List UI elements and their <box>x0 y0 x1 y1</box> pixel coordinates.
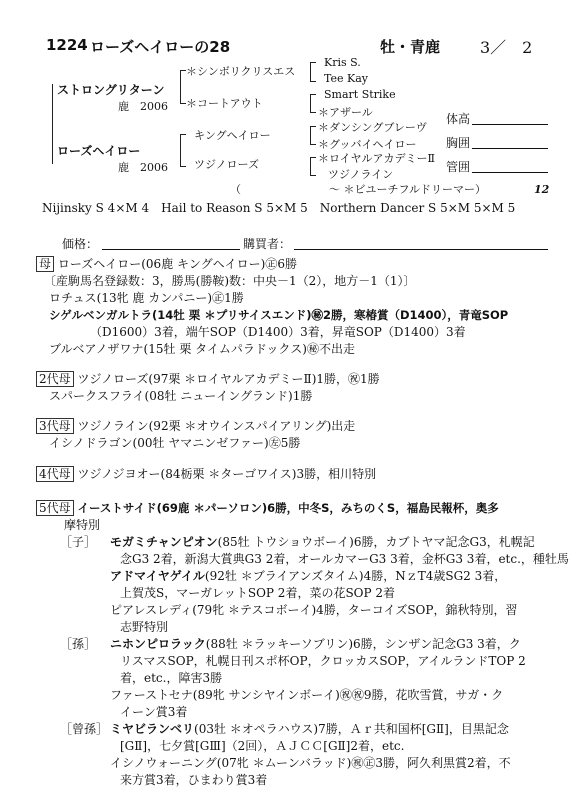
price-label: 価格： <box>62 237 99 251</box>
cannon-blank <box>472 172 548 173</box>
brace-dam <box>180 134 186 167</box>
descendant-entry <box>36 602 556 619</box>
ss-sire: Kris S. <box>324 56 361 69</box>
descendant-record-cont: リスマスSOP，札幌日刊スポ杯OP，クロッカスSOP，アイルランドTOP 2 <box>120 654 526 668</box>
descendant-record-cont: 上賀茂S，マーガレットSOP 2着，菜の花SOP 2着 <box>120 586 396 600</box>
sd-sire: Smart Strike <box>324 88 396 101</box>
g5-groups <box>36 534 569 789</box>
descendant-entry <box>36 721 556 738</box>
descendant-record: (92牡 ＊ブライアンズタイム)4勝，NｚT4歳SG2 3着， <box>204 569 507 583</box>
dam-line-2: ロチュス(13牝 鹿 カンパニー)㊣1勝 <box>49 291 244 305</box>
girth-label: 胸囲 <box>446 136 471 150</box>
ddd-line: （ 〜 ＊ビユーチフルドリーマー） <box>230 183 487 196</box>
g3-section <box>36 418 556 452</box>
dam-dam: ツジノローズ <box>194 158 260 171</box>
g2-section <box>36 371 556 405</box>
brace-sd <box>310 94 316 113</box>
generation-tag: ［曾孫］ <box>60 722 109 736</box>
dam-line-5: ブルベアノザワナ(15牡 栗 タイムパラドックス)㊙不出走 <box>49 342 355 356</box>
dd-sire: ＊ロイヤルアカデミーⅡ <box>318 152 435 165</box>
descendant-entry <box>36 636 556 653</box>
dam-info: 鹿 2006 <box>118 161 168 174</box>
dam-line-1: 〔産駒馬名登録数：3，勝馬(勝鞍)数：中央－1（2），地方－1（1）〕 <box>44 274 416 288</box>
dam-line-4: （D1600）3着，端午SOP（D1400）3着，昇竜SOP（D1400）3着 <box>90 325 466 339</box>
descendant-entry <box>36 755 556 772</box>
g3-label: 3代母 <box>36 418 74 434</box>
sd-dam: ＊アザール <box>318 106 373 119</box>
g4-label: 4代母 <box>36 466 74 482</box>
buyer-blank <box>294 249 548 250</box>
girth-blank <box>472 148 548 149</box>
descendant-name: アドマイヤゲイル <box>110 569 205 583</box>
descendant-record-cont: 着，etc.，障害3勝 <box>120 671 223 685</box>
descendant-record: イシノウォーニング(07牝 ＊ムーンバラッド)㊗㊣3勝，阿久利黒賞2着，不 <box>110 756 511 770</box>
sire-name: ストロングリターン <box>57 83 165 97</box>
lot-number: 1224 <box>46 36 88 54</box>
inbreeding: Nijinsky S 4×M 4 Hail to Reason S 5×M 5 Northern Dancer S 5×M 5×M 5 <box>42 201 516 215</box>
g2-line-0: ツジノローズ(97栗 ＊ロイヤルアカデミーⅡ)1勝，㊗1勝 <box>77 372 380 386</box>
dam-sire: キングヘイロー <box>194 129 271 142</box>
brace-dd <box>310 157 316 176</box>
sire-dam: ＊コートアウト <box>186 97 263 110</box>
dam-name: ローズヘイロー <box>57 144 141 158</box>
generation-tag: ［孫］ <box>60 637 97 651</box>
family-number: 12 <box>534 183 550 196</box>
g4-line-0: ツジノジヨオー(84栃栗 ＊ターゴワイス)3勝，相川特別 <box>77 467 377 481</box>
page-number: 3／ 2 <box>480 38 533 57</box>
g5-line2: 摩特別 <box>64 518 101 532</box>
dam-line-0: ローズヘイロー(06鹿 キングヘイロー)㊣6勝 <box>57 257 297 271</box>
generation-tag: ［子］ <box>60 535 97 549</box>
g2-label: 2代母 <box>36 371 74 387</box>
buyer-label: 購買者： <box>243 237 292 251</box>
dam-label: 母 <box>36 256 54 272</box>
descendant-record-cont: 来方賞3着，ひまわり賞3着 <box>120 773 268 787</box>
descendant-entry <box>36 534 556 551</box>
g3-line-0: ツジノライン(92栗 ＊オウインスパイアリング)出走 <box>77 419 356 433</box>
descendant-record-cont: 念G3 2着，新潟大賞典G3 2着，オールカマーG3 3着，金杯G3 3着，etc.，種牡馬 <box>120 552 569 566</box>
cannon-label: 管囲 <box>446 160 471 174</box>
descendant-name: モガミチャンピオン <box>110 535 218 549</box>
sire-info: 鹿 2006 <box>118 100 168 113</box>
descendant-record: (88牡 ＊ラッキーソブリン)6勝，シンザン記念G3 3着，ク <box>205 637 521 651</box>
descendant-record: ピアレスレディ(79牝 ＊テスコボーイ)4勝，ターコイズSOP，錦秋特別，習 <box>110 603 518 617</box>
brace-ss <box>310 62 316 82</box>
descendant-record-cont: 志野特別 <box>120 620 169 634</box>
descendant-entry <box>36 568 556 585</box>
descendant-record: (03牡 ＊オペラハウス)7勝，Ａｒ共和国杯[GⅡ]，目黒記念 <box>194 722 509 736</box>
ds-sire: ＊ダンシングブレーヴ <box>318 121 427 134</box>
g4-section <box>36 466 556 483</box>
height-label: 体高 <box>446 112 471 126</box>
ss-dam: Tee Kay <box>324 72 368 85</box>
descendant-name: ミヤビランベリ <box>110 722 195 736</box>
descendant-record: ファーストセナ(89牝 サンシヤインボーイ)㊗㊗9勝，花吹雪賞，サガ・ク <box>110 688 504 702</box>
brace-ds <box>310 126 316 145</box>
g5-label: 5代母 <box>36 500 74 516</box>
dd-dam: ツジノライン <box>328 168 394 181</box>
pedigree-bracket <box>52 84 53 164</box>
sire-sire: ＊シンボリクリスエス <box>186 65 296 78</box>
dam-line-3: シゲルベンガルトラ(14牡 栗 ＊プリサイスエンド)㊙2勝，寒椿賞（D1400），青竜SOP <box>49 308 509 322</box>
dam-section <box>36 256 556 358</box>
descendant-entry <box>36 687 556 704</box>
descendant-record-cont: [GⅡ]，七夕賞[GⅢ]（2回），ＡＪＣＣ[GⅡ]2着，etc. <box>120 739 405 753</box>
descendant-name: ニホンピロラック <box>110 637 206 651</box>
descendant-record-cont: イーン賞3着 <box>120 705 188 719</box>
price-blank <box>102 249 240 250</box>
g3-line-1: イシノドラゴン(00牡 ヤマニンゼファー)㊧5勝 <box>49 436 301 450</box>
g5-line1: イーストサイド(69鹿 ＊パーソロン)6勝，中冬S，みちのくS，福島民報杯，奥多 <box>77 501 499 515</box>
descendant-record: (85牡 トウショウボーイ)6勝，カブトヤマ記念G3，札幌記 <box>217 535 535 549</box>
horse-title: ローズヘイローの28 <box>90 38 231 56</box>
g5-section <box>36 500 569 789</box>
sex-color: 牡・青鹿 <box>380 38 441 56</box>
ds-dam: ＊グッバイヘイロー <box>318 138 417 151</box>
height-blank <box>472 124 548 125</box>
g2-line-1: スパークスフライ(08牡 ニューイングランド)1勝 <box>49 389 313 403</box>
